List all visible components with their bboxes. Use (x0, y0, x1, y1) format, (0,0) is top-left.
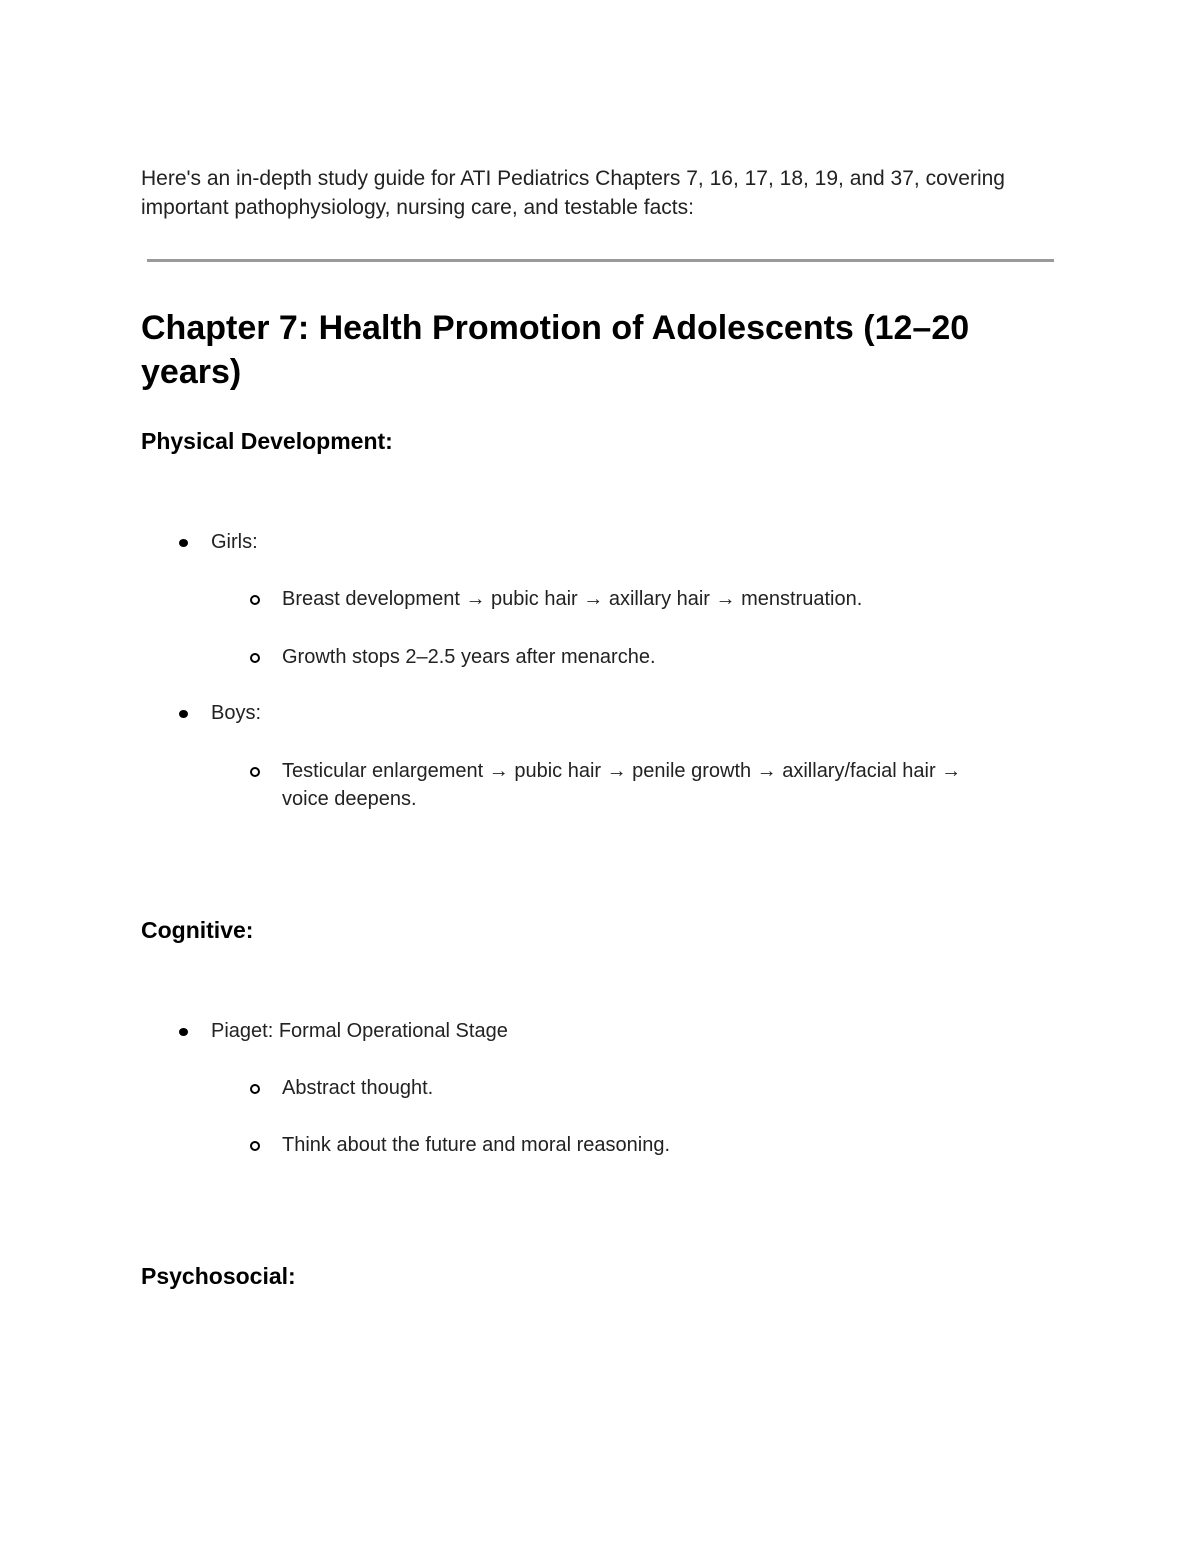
bullet-disc-icon (176, 1017, 200, 1045)
list-item-text-line-1: Testicular enlargement → pubic hair → penile growth → axillary/facial hair → (282, 760, 962, 782)
list-item-text (282, 757, 1022, 813)
horizontal-divider (147, 259, 1054, 262)
heading-physical-development: Physical Development: (141, 428, 393, 454)
bullet-circle-icon (246, 1074, 270, 1102)
bullet-disc-icon (176, 528, 200, 556)
intro-line-1: Here's an in-depth study guide for ATI Pediatrics Chapters 7, 16, 17, 18, 19, and 37, covering (141, 167, 1005, 190)
bullet-circle-icon (246, 1131, 270, 1159)
list-item-label: Boys: (211, 702, 262, 724)
bullet-disc-icon (176, 699, 200, 727)
bullet-circle-icon (246, 643, 270, 671)
chapter-title-line-2: years) (141, 353, 242, 391)
bullet-circle-icon (246, 757, 270, 785)
intro-paragraph (141, 164, 1061, 222)
list-item-text: Piaget: Formal Operational Stage (211, 1020, 508, 1042)
heading-cognitive: Cognitive: (141, 917, 254, 943)
heading-psychosocial: Psychosocial: (141, 1263, 296, 1289)
list-item-text-line-2: voice deepens. (282, 788, 417, 810)
chapter-title (141, 306, 1041, 394)
list-item-text: Abstract thought. (282, 1077, 434, 1099)
list-item-label: Girls: (211, 531, 258, 553)
list-item-text: Breast development → pubic hair → axillary hair → menstruation. (282, 588, 863, 610)
intro-line-2: important pathophysiology, nursing care, and testable facts: (141, 196, 694, 219)
list-item-text: Think about the future and moral reasoning. (282, 1134, 671, 1156)
bullet-circle-icon (246, 585, 270, 613)
chapter-title-line-1: Chapter 7: Health Promotion of Adolescents (12–20 (141, 309, 970, 347)
list-item-text: Growth stops 2–2.5 years after menarche. (282, 646, 656, 668)
